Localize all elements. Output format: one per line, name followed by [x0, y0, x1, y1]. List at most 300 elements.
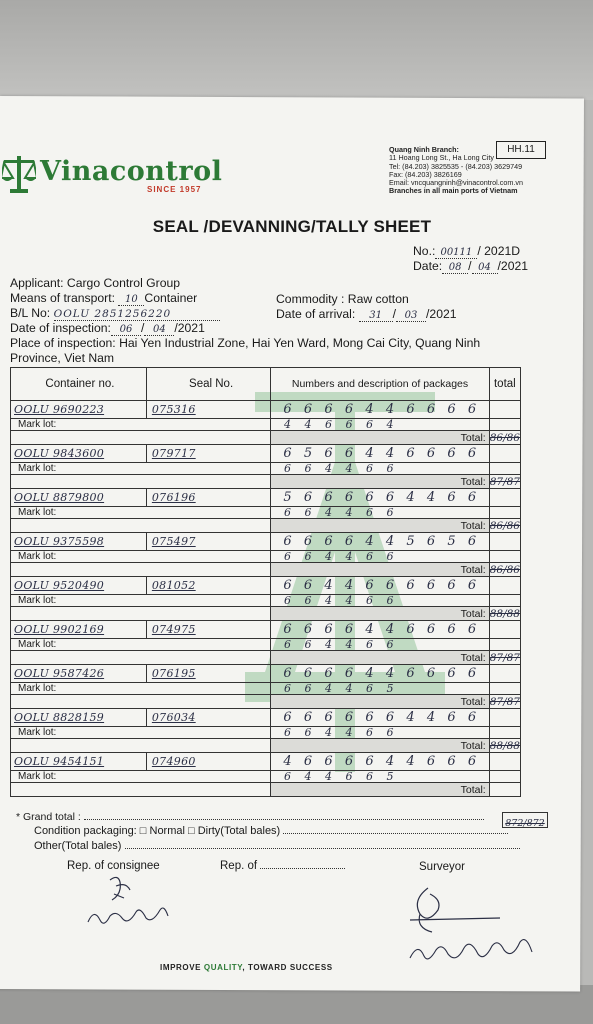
- mark-lot-row: [11, 727, 521, 739]
- rep-of-label: Rep. of: [220, 860, 258, 872]
- container-no-cell: [11, 753, 147, 771]
- other-label: Other(Total bales): [34, 840, 122, 852]
- package-digit: 6: [284, 770, 292, 783]
- mark-lot-row: [11, 507, 521, 519]
- package-digit: 6: [324, 402, 333, 417]
- package-digit: 4: [385, 446, 395, 461]
- package-digit: 6: [304, 506, 312, 519]
- package-digit: 6: [426, 666, 436, 681]
- total-value-cell: [489, 607, 520, 621]
- package-digit: 6: [406, 446, 415, 461]
- mark-lot-label: Mark lot:: [11, 419, 271, 431]
- total-value: 87/87: [489, 651, 520, 664]
- total-cell: [489, 463, 520, 475]
- package-digit: 6: [406, 402, 415, 417]
- package-digit: 4: [365, 666, 374, 681]
- total-value: 86/86: [489, 563, 520, 576]
- total-cell: [489, 595, 520, 607]
- total-row: [11, 651, 521, 665]
- package-digit: 6: [284, 682, 292, 695]
- total-label: Total:: [271, 475, 489, 489]
- total-cell: [489, 709, 520, 727]
- package-digit: 4: [345, 682, 353, 695]
- form-code-box: HH.11: [496, 141, 546, 159]
- package-digit: 6: [345, 770, 353, 783]
- package-digit: 6: [344, 446, 354, 461]
- package-digit: 6: [426, 754, 436, 769]
- package-digit: 6: [447, 666, 456, 681]
- seal-no-cell: [146, 445, 270, 463]
- package-digit: 6: [303, 710, 313, 725]
- arrival-month: 03: [396, 310, 426, 322]
- other-bales: [34, 840, 520, 852]
- package-digit: 6: [365, 578, 374, 593]
- package-numbers-line1: [271, 533, 489, 551]
- total-label: Total:: [271, 695, 489, 709]
- package-digit: 5: [447, 534, 456, 549]
- package-digit: 6: [447, 578, 456, 593]
- package-digit: 6: [344, 666, 354, 681]
- container-row: [11, 577, 521, 595]
- package-digit: 6: [366, 550, 374, 563]
- package-digit: 6: [467, 754, 477, 769]
- package-digit: 6: [303, 490, 313, 505]
- total-row-blank: [11, 739, 271, 753]
- container-no: OOLU 9690223: [14, 403, 105, 416]
- seal-no: 076196: [151, 491, 196, 504]
- total-label: Total:: [271, 607, 489, 621]
- package-digit: 6: [324, 754, 333, 769]
- company-motto: [160, 963, 333, 972]
- mark-lot-label: Mark lot:: [11, 595, 271, 607]
- date-label: Date:: [413, 259, 443, 273]
- container-no-cell: [11, 621, 147, 639]
- package-digit: 6: [386, 550, 394, 563]
- package-digit: 4: [325, 462, 333, 475]
- table-body: [11, 401, 521, 797]
- total-cell: [489, 507, 520, 519]
- package-digit: 6: [365, 754, 374, 769]
- package-digit: 6: [284, 638, 292, 651]
- package-digit: 6: [284, 594, 292, 607]
- package-digit: 6: [366, 594, 374, 607]
- means-label: Means of transport:: [10, 291, 115, 305]
- package-digit: 4: [386, 418, 394, 431]
- package-digit: 6: [304, 726, 312, 739]
- digit-row: [271, 683, 488, 694]
- package-digit: 6: [283, 446, 292, 461]
- mark-lot-row: [11, 463, 521, 475]
- package-digit: 6: [344, 490, 354, 505]
- mark-lot-row: [11, 639, 521, 651]
- package-digit: 6: [385, 578, 395, 593]
- scale-icon: [2, 154, 36, 194]
- grand-total-value: 872/872: [505, 818, 545, 829]
- total-cell: [489, 445, 520, 463]
- means-of-transport: [10, 291, 197, 306]
- package-digit: 4: [365, 446, 374, 461]
- seal-no: 075497: [151, 535, 196, 548]
- motto-part1: IMPROVE: [160, 963, 204, 972]
- grand-total: [16, 811, 484, 823]
- means-suffix: Container: [144, 291, 198, 305]
- vinacontrol-logo: [2, 152, 223, 196]
- package-digit: 4: [426, 710, 436, 725]
- document-date: Date: 08 / 04 /2021: [413, 259, 529, 273]
- seal-no-cell: [146, 621, 270, 639]
- number-suffix: / 2021D: [477, 244, 521, 258]
- branch-fax: Fax: (84.203) 3826169: [389, 169, 462, 179]
- inspection-day: 06: [111, 324, 141, 336]
- package-digit: 6: [467, 446, 477, 461]
- place-of-inspection-line1: Place of inspection: Hai Yen Industrial Zone, Hai Yen Ward, Mong Cai City, Quang Ninh: [10, 336, 481, 350]
- document-number: [413, 244, 520, 259]
- mark-lot-row: [11, 551, 521, 563]
- container-no-cell: [11, 489, 147, 507]
- container-no: OOLU 9375598: [14, 535, 105, 548]
- package-digit: 6: [447, 622, 456, 637]
- package-digit: 6: [344, 534, 354, 549]
- container-no: OOLU 9520490: [14, 579, 105, 592]
- package-digit: 6: [304, 682, 312, 695]
- package-digit: 4: [283, 754, 292, 769]
- total-value-cell: [489, 431, 520, 445]
- package-digit: 4: [406, 490, 415, 505]
- package-digit: 5: [406, 534, 415, 549]
- total-label: Total:: [271, 563, 489, 577]
- digit-row: [271, 710, 488, 725]
- package-digit: 6: [324, 446, 333, 461]
- total-row-blank: [11, 563, 271, 577]
- mark-lot-label: Mark lot:: [11, 507, 271, 519]
- bl-label: B/L No:: [10, 306, 51, 320]
- mark-lot-row: [11, 683, 521, 695]
- package-digit: 6: [467, 710, 477, 725]
- seal-no: 074975: [151, 623, 196, 636]
- total-row-blank: [11, 695, 271, 709]
- branch-title: Quang Ninh Branch:: [389, 145, 459, 154]
- mark-lot-row: [11, 771, 521, 783]
- commodity: Commodity : Raw cotton: [276, 292, 409, 306]
- container-no-cell: [11, 709, 147, 727]
- package-digit: 6: [386, 506, 394, 519]
- package-digit: 6: [406, 578, 415, 593]
- total-value-cell: [489, 783, 520, 797]
- container-no-cell: [11, 665, 147, 683]
- branch-address: 11 Hoang Long St., Ha Long City: [389, 153, 494, 163]
- package-digit: 6: [467, 666, 477, 681]
- digit-row: [271, 402, 488, 417]
- package-digit: 6: [366, 638, 374, 651]
- total-row: [11, 563, 521, 577]
- total-label: Total:: [271, 739, 489, 753]
- package-digit: 4: [345, 594, 353, 607]
- package-digit: 6: [386, 726, 394, 739]
- package-digit: 6: [303, 578, 313, 593]
- total-label: Total:: [271, 431, 489, 445]
- package-digit: 4: [345, 726, 353, 739]
- package-digit: 4: [365, 402, 374, 417]
- arrival-day: 31: [359, 310, 393, 322]
- package-digit: 4: [324, 578, 333, 593]
- package-digit: 6: [324, 622, 333, 637]
- total-row-blank: [11, 651, 271, 665]
- mark-lot-row: [11, 419, 521, 431]
- seal-no-cell: [146, 577, 270, 595]
- package-digit: 6: [303, 666, 313, 681]
- seal-no-cell: [146, 533, 270, 551]
- total-value: 86/86: [489, 431, 520, 444]
- container-row: [11, 533, 521, 551]
- package-digit: 6: [283, 534, 292, 549]
- package-digit: 4: [325, 550, 333, 563]
- container-no-cell: [11, 577, 147, 595]
- package-digit: 6: [467, 578, 477, 593]
- package-numbers-line2: [271, 727, 489, 739]
- total-row: [11, 519, 521, 533]
- package-digit: 4: [365, 622, 374, 637]
- package-digit: 6: [324, 710, 333, 725]
- package-digit: 6: [284, 506, 292, 519]
- package-numbers-line2: [271, 595, 489, 607]
- package-numbers-line2: [271, 551, 489, 563]
- mark-lot-label: Mark lot:: [11, 463, 271, 475]
- total-cell: [489, 551, 520, 563]
- total-value-cell: [489, 475, 520, 489]
- container-no: OOLU 8879800: [14, 491, 105, 504]
- header-container-no: Container no.: [11, 368, 147, 401]
- grand-total-box: [502, 812, 548, 828]
- package-numbers-line1: [271, 401, 489, 419]
- package-digit: 4: [325, 594, 333, 607]
- package-digit: 4: [406, 710, 415, 725]
- mark-lot-label: Mark lot:: [11, 683, 271, 695]
- package-digit: 6: [386, 638, 394, 651]
- package-digit: 6: [426, 402, 436, 417]
- total-cell: [489, 665, 520, 683]
- total-label: Total:: [271, 519, 489, 533]
- package-digit: 6: [304, 550, 312, 563]
- container-no: OOLU 9587426: [14, 667, 105, 680]
- total-cell: [489, 621, 520, 639]
- container-row: [11, 709, 521, 727]
- package-digit: 6: [344, 754, 354, 769]
- total-row-blank: [11, 519, 271, 533]
- total-row-blank: [11, 431, 271, 445]
- total-row: [11, 695, 521, 709]
- container-no-cell: [11, 533, 147, 551]
- package-digit: 5: [386, 770, 394, 783]
- container-row: [11, 753, 521, 771]
- package-digit: 6: [467, 534, 477, 549]
- rep-of-consignee: Rep. of consignee: [67, 860, 160, 872]
- package-digit: 6: [304, 638, 312, 651]
- condition-dots: [283, 833, 508, 834]
- applicant: Applicant: Cargo Control Group: [10, 276, 181, 290]
- mark-lot-label: Mark lot:: [11, 771, 271, 783]
- place-of-inspection-line2: Province, Viet Nam: [10, 351, 115, 365]
- digit-row: [271, 490, 488, 505]
- package-numbers-line1: [271, 753, 489, 771]
- package-digit: 4: [284, 418, 292, 431]
- package-digit: 4: [385, 622, 395, 637]
- total-label: Total:: [271, 651, 489, 665]
- seal-no-cell: [146, 709, 270, 727]
- package-digit: 6: [284, 726, 292, 739]
- motto-part3: , TOWARD SUCCESS: [242, 963, 333, 972]
- package-digit: 6: [283, 622, 292, 637]
- grand-total-dots: [84, 819, 484, 820]
- background-top: [0, 0, 593, 100]
- package-digit: 6: [406, 666, 415, 681]
- package-numbers-line2: [271, 639, 489, 651]
- surveyor-signature: [400, 880, 550, 980]
- package-digit: 6: [284, 462, 292, 475]
- date-day: 08: [442, 262, 468, 274]
- container-no-cell: [11, 445, 147, 463]
- inspection-label: Date of inspection:: [10, 321, 111, 335]
- package-digit: 6: [344, 402, 354, 417]
- total-cell: [489, 533, 520, 551]
- arrival-label: Date of arrival:: [276, 307, 356, 321]
- package-digit: 4: [345, 550, 353, 563]
- seal-no-cell: [146, 489, 270, 507]
- container-no: OOLU 8828159: [14, 711, 105, 724]
- total-row-blank: [11, 475, 271, 489]
- total-row-blank: [11, 607, 271, 621]
- package-digit: 6: [385, 490, 395, 505]
- digit-row: [271, 534, 488, 549]
- total-row: [11, 783, 521, 797]
- package-digit: 6: [385, 710, 395, 725]
- container-row: [11, 445, 521, 463]
- digit-row: [271, 419, 488, 430]
- package-digit: 6: [366, 726, 374, 739]
- package-numbers-line1: [271, 577, 489, 595]
- total-value-cell: [489, 563, 520, 577]
- total-row-blank: [11, 783, 271, 797]
- package-digit: 4: [406, 754, 415, 769]
- package-digit: 5: [303, 446, 313, 461]
- seal-no-cell: [146, 401, 270, 419]
- package-digit: 6: [324, 534, 333, 549]
- package-numbers-line1: [271, 709, 489, 727]
- arrival-suffix: /2021: [426, 307, 457, 321]
- total-value: 87/87: [489, 695, 520, 708]
- package-digit: 6: [426, 534, 436, 549]
- package-digit: 4: [385, 402, 395, 417]
- total-cell: [489, 727, 520, 739]
- condition-packaging: [34, 825, 508, 837]
- package-digit: 6: [303, 402, 313, 417]
- rep-of: [220, 860, 345, 872]
- package-digit: 6: [303, 622, 313, 637]
- rep-of-dots: [260, 868, 345, 869]
- package-digit: 6: [386, 594, 394, 607]
- seal-no: 076195: [151, 667, 196, 680]
- package-digit: 6: [284, 550, 292, 563]
- digit-row: [271, 507, 488, 518]
- package-numbers-line2: [271, 683, 489, 695]
- container-row: [11, 665, 521, 683]
- seal-no: 081052: [151, 579, 196, 592]
- total-value-cell: [489, 695, 520, 709]
- package-digit: 4: [385, 534, 395, 549]
- package-digit: 6: [304, 462, 312, 475]
- seal-no: 079717: [151, 447, 196, 460]
- number-label: No.:: [413, 244, 436, 258]
- total-value-cell: [489, 651, 520, 665]
- package-digit: 6: [325, 418, 333, 431]
- other-dots: [125, 848, 520, 849]
- container-row: [11, 489, 521, 507]
- total-label: Total:: [271, 783, 489, 797]
- branch-tel: Tel: (84.203) 3825535 - (84.203) 3629749: [389, 161, 523, 171]
- package-digit: 6: [447, 754, 456, 769]
- package-digit: 6: [467, 402, 477, 417]
- package-digit: 4: [304, 418, 312, 431]
- package-digit: 4: [325, 726, 333, 739]
- package-digit: 4: [385, 754, 395, 769]
- digit-row: [271, 771, 488, 782]
- package-digit: 6: [283, 710, 292, 725]
- package-digit: 6: [283, 666, 292, 681]
- package-digit: 6: [304, 594, 312, 607]
- mark-lot-label: Mark lot:: [11, 551, 271, 563]
- bill-of-lading: [10, 306, 220, 321]
- container-no-cell: [11, 401, 147, 419]
- means-value: 10: [118, 294, 144, 306]
- total-row: [11, 607, 521, 621]
- package-digit: 6: [344, 622, 354, 637]
- package-numbers-line1: [271, 665, 489, 683]
- package-digit: 6: [366, 682, 374, 695]
- package-digit: 5: [386, 682, 394, 695]
- container-no: OOLU 9454151: [14, 755, 105, 768]
- package-numbers-line2: [271, 419, 489, 431]
- total-cell: [489, 577, 520, 595]
- logo-name: Vinacontrol: [40, 156, 223, 187]
- package-digit: 6: [447, 490, 456, 505]
- package-numbers-line2: [271, 771, 489, 783]
- header-total: total: [489, 368, 520, 401]
- package-numbers-line1: [271, 445, 489, 463]
- digit-row: [271, 578, 488, 593]
- package-digit: 6: [345, 418, 353, 431]
- package-digit: 4: [304, 770, 312, 783]
- digit-row: [271, 727, 488, 738]
- package-digit: 6: [447, 710, 456, 725]
- inspection-month: 04: [144, 324, 174, 336]
- logo-since: SINCE 1957: [147, 185, 202, 194]
- digit-row: [271, 446, 488, 461]
- digit-row: [271, 754, 488, 769]
- tally-table: [10, 367, 521, 797]
- total-value: 86/86: [489, 519, 520, 532]
- package-digit: 6: [283, 402, 292, 417]
- package-digit: 6: [406, 622, 415, 637]
- package-digit: 6: [366, 418, 374, 431]
- condition-label: Condition packaging: □ Normal □ Dirty(Total bales): [34, 825, 281, 837]
- package-digit: 6: [324, 490, 333, 505]
- package-digit: 6: [366, 506, 374, 519]
- package-digit: 6: [303, 754, 313, 769]
- total-value: 88/88: [489, 739, 520, 752]
- date-month: 04: [472, 262, 498, 274]
- package-digit: 4: [325, 506, 333, 519]
- header-seal-no: Seal No.: [146, 368, 270, 401]
- package-digit: 4: [385, 666, 395, 681]
